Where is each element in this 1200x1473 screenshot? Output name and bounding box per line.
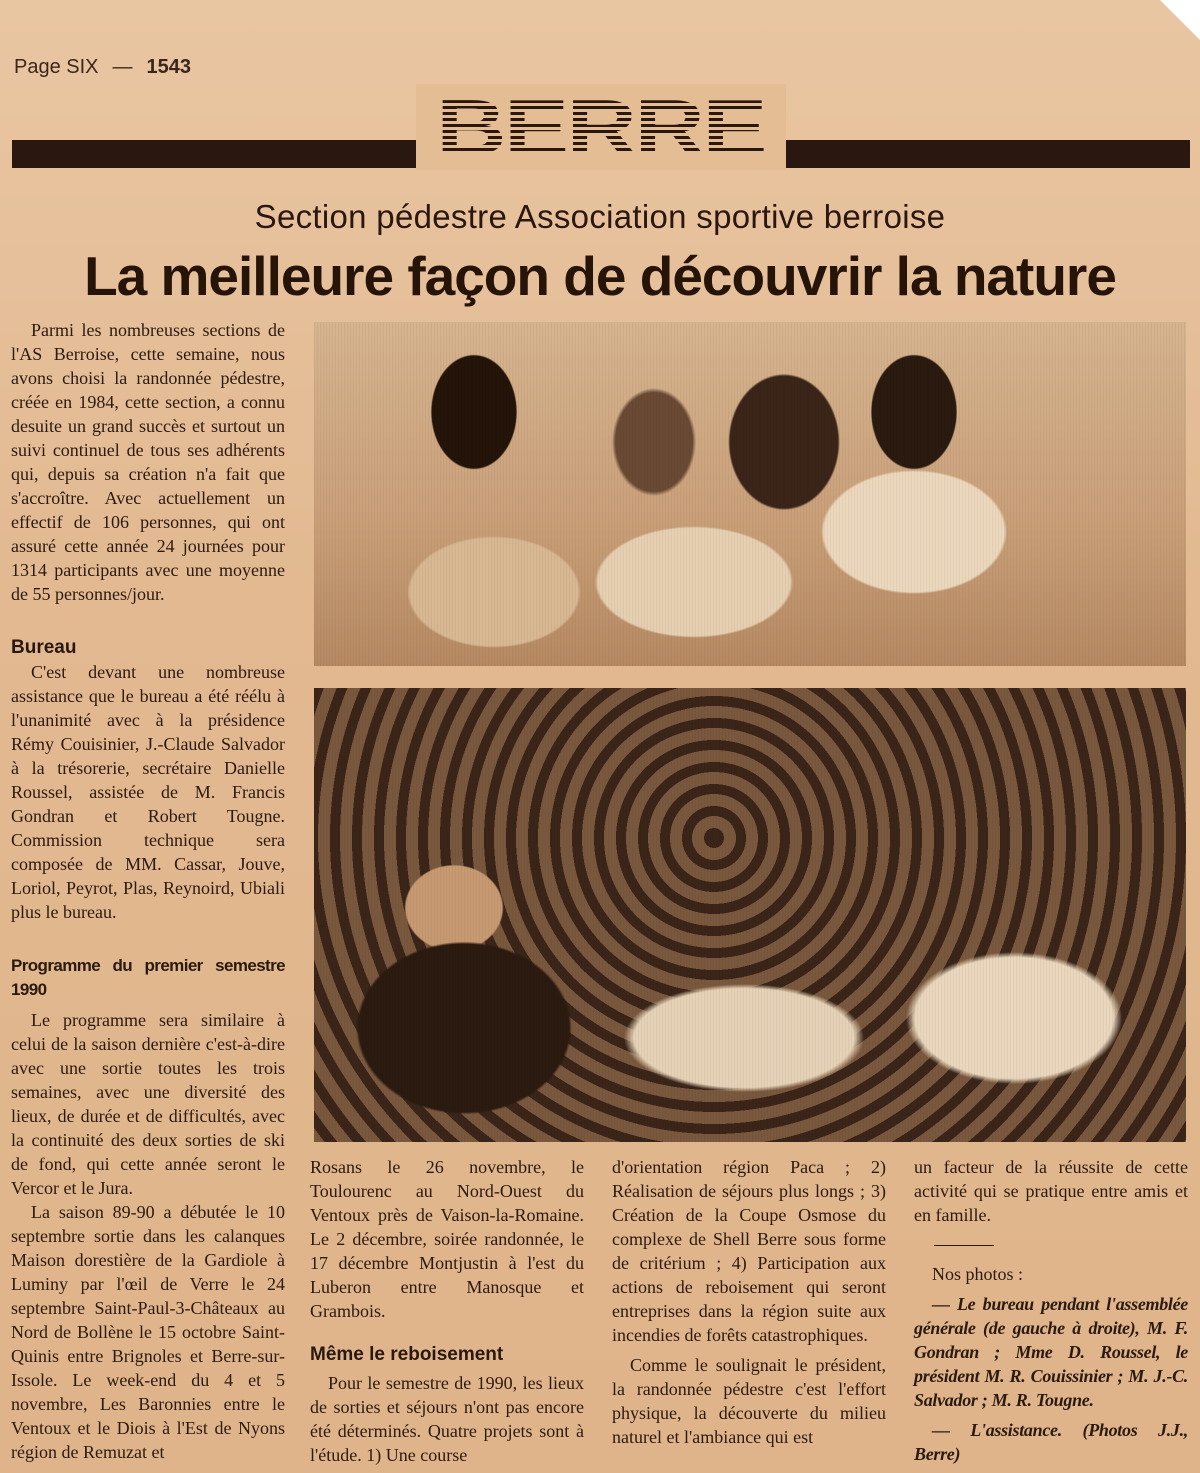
photo-assistance <box>314 688 1186 1142</box>
column-2-paragraph: Rosans le 26 novembre, le Toulourenc au Nord-Ouest du Ventoux près de Vaison-la-Romaine. Le 2 décembre, soirée randonnée, le 17 décembre Montjustin à l'est du Luberon entre Manosque et Grambois. <box>310 1157 584 1321</box>
intro-paragraph: Parmi les nombreuses sections de l'AS Berroise, cette semaine, nous avons choisi la randonnée pédestre, créée en 1984, cette section, a connu desuite un grand succès et surtout un suivi continuel de tous ses adhérents qui, depuis sa création n'a fait que s'accroître. Avec actuellement un effectif de 106 personnes, qui ont assuré cette année 24 journées pour 1314 participants avec une moyenne de 55 personnes/jour. <box>11 320 285 604</box>
programme-paragraph-2: La saison 89-90 a débutée le 10 septembre sortie dans les calanques Maison dorestière de la Gardiole à Luminy par l'œil de Verre le 24 septembre Saint-Paul-3-Châteaux au Nord de Bollène le 15 octobre Saint-Quinis entre Brignoles et Berre-sur-Issole. Le week-end du 4 et 5 novembre, Les Baronnies entre le Ventoux et le Diois à l'Est de Nyons région de Remuzat et <box>11 1202 285 1462</box>
column-3 <box>612 1155 886 1449</box>
reboisement-heading: Même le reboisement <box>310 1344 504 1365</box>
torn-corner <box>1160 0 1200 40</box>
column-4 <box>914 1155 1188 1466</box>
page-number: 1543 <box>146 56 192 78</box>
column-3-paragraph-1: d'orientation région Paca ; 2) Réalisation de séjours plus longs ; 3) Création de la Coupe Osmose du complexe de Shell Berre sous forme de critérium ; 4) Participation aux actions de reboisement qui seront entreprises dans la région suite aux incendies de forêts catastrophiques. <box>612 1157 886 1345</box>
column-3-paragraph-2: Comme le soulignait le président, la randonnée pédestre c'est l'effort physique, la découverte du milieu naturel et l'ambiance qui est <box>612 1355 886 1447</box>
page-label: Page SIX <box>14 56 99 78</box>
page-separator: — <box>112 56 133 78</box>
page-info <box>14 56 191 79</box>
article-kicker: Section pédestre Association sportive berroise <box>254 198 946 235</box>
masthead-title: BERRE <box>436 83 766 171</box>
column-2 <box>310 1155 584 1467</box>
column-4-paragraph: un facteur de la réussite de cette activité qui se pratique entre amis et en famille. <box>914 1157 1188 1225</box>
column-1 <box>11 318 285 1464</box>
reboisement-paragraph: Pour le semestre de 1990, les lieux de sorties et séjours n'ont pas encore été déterminés. Quatre projets sont à l'étude. 1) Une course <box>310 1373 584 1465</box>
section-divider <box>934 1245 994 1246</box>
photos-label: Nos photos : <box>932 1264 1024 1284</box>
bureau-heading: Bureau <box>11 637 77 658</box>
photo-bureau <box>314 322 1186 666</box>
photo-caption-2: — L'assistance. (Photos J.J., Berre) <box>914 1420 1188 1464</box>
photo-caption-1: — Le bureau pendant l'assemblée générale (de gauche à droite), M. F. Gondran ; Mme D. Roussel, le président M. R. Couissinier ; M. J.-C. Salvador ; M. R. Tougne. <box>914 1294 1188 1410</box>
masthead <box>416 84 786 170</box>
programme-heading: Programme du premier semestre 1990 <box>11 956 285 999</box>
article-headline: La meilleure façon de découvrir la nature <box>84 245 1116 307</box>
bureau-paragraph: C'est devant une nombreuse assistance que le bureau a été réélu à l'unanimité avec à la présidence Rémy Couisinier, J.-Claude Salvador à la trésorerie, secrétaire Danielle Roussel, assistée de M. Francis Gondran et Robert Tougne. Commission technique sera composée de MM. Cassar, Jouve, Loriol, Peyrot, Plas, Reynoird, Ubiali plus le bureau. <box>11 662 285 922</box>
programme-paragraph-1: Le programme sera similaire à celui de la saison dernière c'est-à-dire avec une sortie toutes les trois semaines, avec une diversité des lieux, de durée et de difficultés, avec la continuité des deux sorties de ski de fond, qui cette année seront le Vercor et le Jura. <box>11 1010 285 1198</box>
